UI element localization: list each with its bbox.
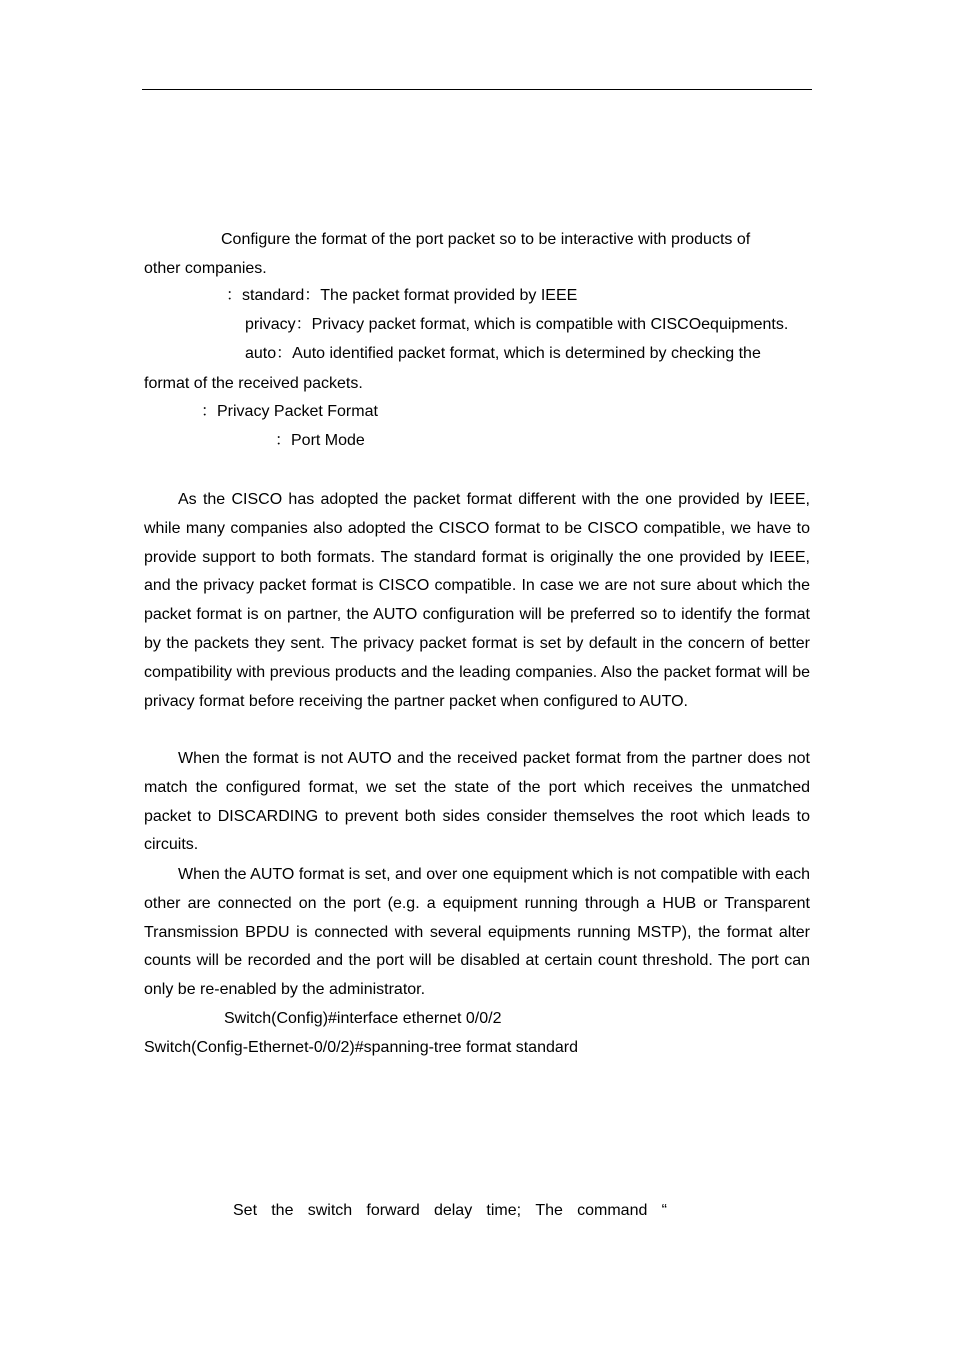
function-description-line-2: other companies. [144,260,267,277]
usage-paragraph-2: When the format is not AUTO and the received packet format from the partner does not match the configured format, we set the state of the port which receives the unmatched packet to DISCARDING to prevent both sides consider themselves the root which leads to circuits. [144,750,810,854]
example-command-1: Switch(Config)#interface ethernet 0/0/2 [224,1010,502,1027]
next-section-word: The [535,1202,563,1219]
next-section-word: command [577,1202,648,1219]
usage-paragraph-1: As the CISCO has adopted the packet format different with the one provided by IEEE, while many companies also adopted the CISCO format to be CISCO compatible, we have to provide support to both formats. The standard format is originally the one provided by IEEE, and the privacy packet format is CISCO compatible. In case we are not sure about which the packet format is on partner, the AUTO configuration will be preferred so to identify the format by the packets they sent. The privacy packet format is set by default in the concern of better compatibility with previous products and the leading companies. Also the packet format will be privacy format before receiving the partner packet when configured to AUTO. [144,491,810,710]
command-mode: ：Port Mode [275,432,365,449]
next-section-word: switch [307,1202,353,1219]
next-section-word: time; [486,1202,522,1219]
example-command-2: Switch(Config-Ethernet-0/0/2)#spanning-tree format standard [144,1039,578,1056]
parameter-privacy: privacy：Privacy packet format, which is compatible with CISCOequipments. [245,316,789,333]
parameter-auto-line-2: format of the received packets. [144,375,363,392]
next-section-text [233,1201,667,1221]
next-section-word: delay [433,1202,473,1219]
usage-paragraph-3: When the AUTO format is set, and over one equipment which is not compatible with each other are connected on the port (e.g. a equipment running through a HUB or Transparent Transmission BPDU is connected with several equipments running MSTP), the format alter counts will be recorded and the port will be disabled at certain count threshold. The port can only be re-enabled by the administrator. [144,866,810,999]
parameter-standard: ：standard：The packet format provided by IEEE [226,287,578,304]
header-rule [142,89,812,90]
default-value: ：Privacy Packet Format [201,403,378,420]
next-section-word: Set [233,1202,258,1219]
parameter-auto-line-1: auto：Auto identified packet format, which is determined by checking the [245,345,761,362]
next-section-word: “ [661,1202,667,1219]
next-section-word: forward [366,1202,420,1219]
function-description-line-1: Configure the format of the port packet so to be interactive with products of [221,231,751,248]
next-section-word: the [271,1202,294,1219]
